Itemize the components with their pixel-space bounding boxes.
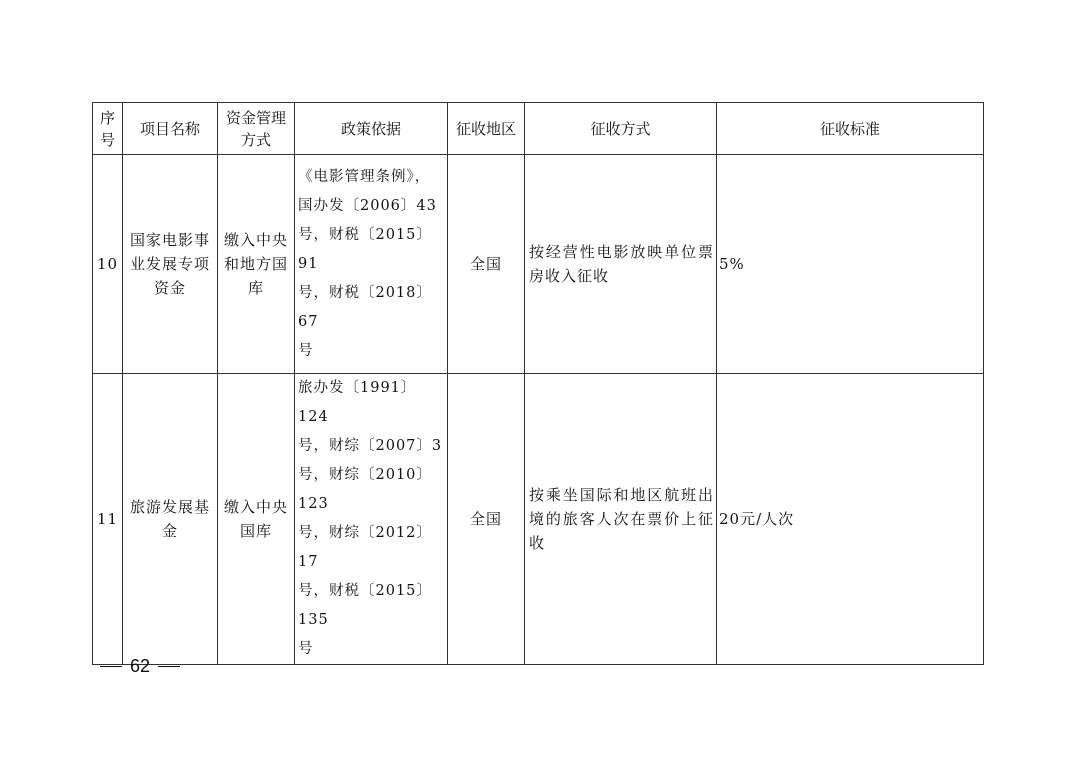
- fee-table: [92, 102, 984, 665]
- table-row: [93, 374, 984, 665]
- row-no: 10: [93, 155, 123, 374]
- header-method: 征收方式: [525, 103, 717, 155]
- fund-management: 缴入中央 和地方国 库: [218, 155, 295, 374]
- footer-dash-right: [158, 666, 180, 667]
- header-row: [93, 103, 984, 155]
- item-name: 国家电影事 业发展专项 资金: [123, 155, 218, 374]
- header-name: 项目名称: [123, 103, 218, 155]
- collection-method: 按经营性电影放映单位票房收入征收: [525, 155, 717, 374]
- collection-method: 按乘坐国际和地区航班出境的旅客人次在票价上征收: [525, 374, 717, 665]
- collection-standard: 20元/人次: [717, 374, 984, 665]
- table-row: [93, 155, 984, 374]
- header-fund-management: 资金管理 方式: [218, 103, 295, 155]
- header-standard: 征收标准: [717, 103, 984, 155]
- fund-management: 缴入中央 国库: [218, 374, 295, 665]
- footer-dash-left: [100, 666, 122, 667]
- page-number: 62: [130, 656, 151, 676]
- policy-basis: 旅办发〔1991〕124 号，财综〔2007〕3 号，财综〔2010〕123 号，财综〔2012〕17 号，财税〔2015〕135 号: [295, 374, 448, 665]
- collection-standard: 5%: [717, 155, 984, 374]
- page-footer: [100, 656, 180, 677]
- collection-region: 全国: [448, 155, 525, 374]
- header-region: 征收地区: [448, 103, 525, 155]
- policy-basis: 《电影管理条例》， 国办发〔2006〕43 号，财税〔2015〕91 号，财税〔2018〕67 号: [295, 155, 448, 374]
- row-no: 11: [93, 374, 123, 665]
- header-no: 序 号: [93, 103, 123, 155]
- header-policy-basis: 政策依据: [295, 103, 448, 155]
- collection-region: 全国: [448, 374, 525, 665]
- item-name: 旅游发展基 金: [123, 374, 218, 665]
